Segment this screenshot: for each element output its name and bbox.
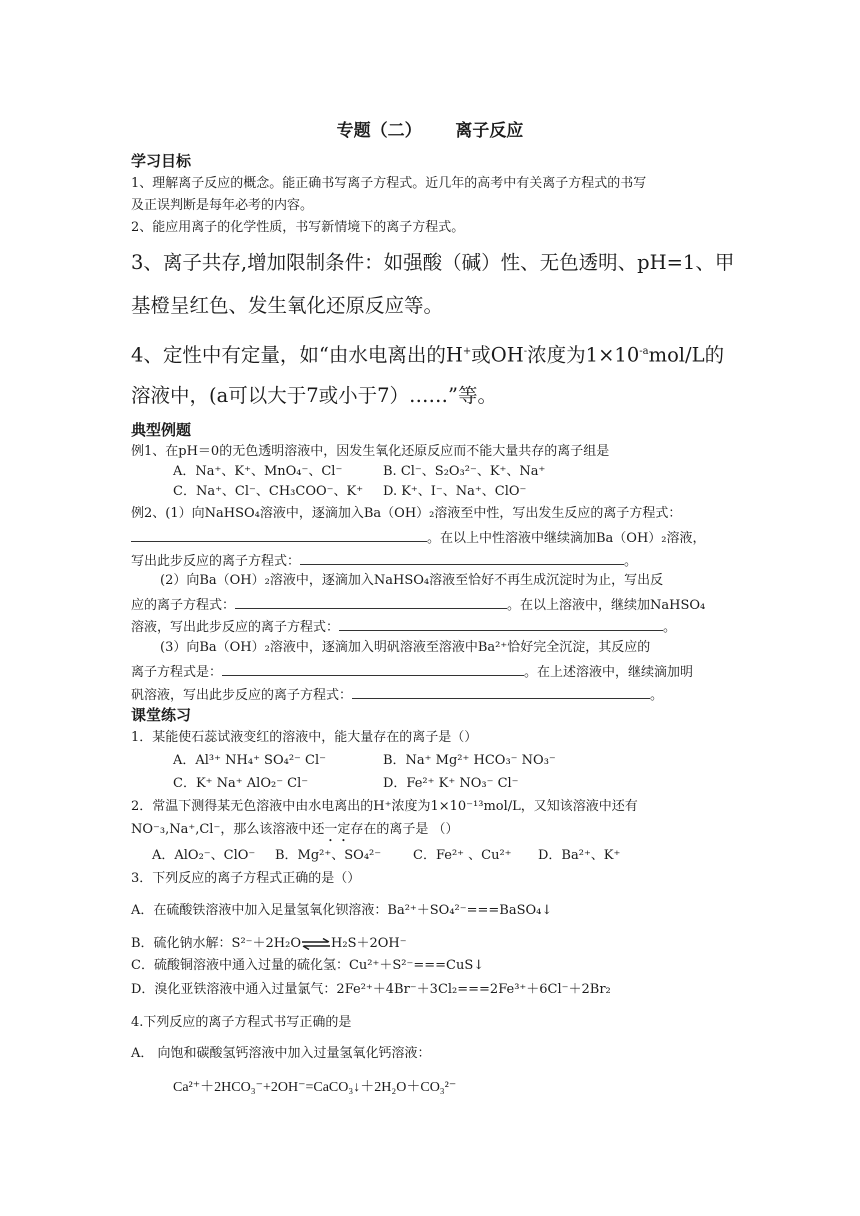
question-3-option-a: A．在硫酸铁溶液中加入足量氢氧化钡溶液：Ba²⁺＋SO₄²⁻===BaSO₄↓ bbox=[131, 903, 553, 918]
title-part2: 离子反应 bbox=[455, 121, 524, 141]
example-2-line-9: 矾溶液，写出此步反应的离子方程式： 。 bbox=[131, 685, 663, 704]
question-2-option-c: C．Fe²⁺ 、Cu²⁺ bbox=[413, 848, 512, 863]
example-2-line-3: 写出此步反应的离子方程式： 。 bbox=[131, 551, 637, 570]
question-3-option-d: D．溴化亚铁溶液中通入过量氯气：2Fe²⁺＋4Br⁻＋3Cl₂===2Fe³⁺＋6Cl⁻＋2Br₂ bbox=[131, 982, 611, 997]
question-1-option-c: C．K⁺ Na⁺ AlO₂⁻ Cl⁻ bbox=[173, 776, 309, 791]
page-title bbox=[0, 116, 860, 141]
question-1-stem: 1．某能使石蕊试液变红的溶液中，能大量存在的离子是（） bbox=[131, 730, 478, 745]
section-heading-practice: 课堂练习 bbox=[131, 706, 192, 724]
question-2-option-b: B．Mg²⁺、SO₄²⁻ bbox=[275, 848, 382, 863]
goal-3-line-1: 3、离子共存,增加限制条件：如强酸（碱）性、无色透明、pH=1、甲 bbox=[131, 251, 735, 274]
example-1-option-d: D. K⁺、I⁻、Na⁺、ClO⁻ bbox=[383, 484, 527, 499]
example-2-line-2: 。在以上中性溶液中继续滴加Ba（OH）₂溶液， bbox=[131, 528, 706, 547]
question-2-line-2: NO⁻₃,Na⁺,Cl⁻，那么该溶液中还一定存在的离子是 （） bbox=[131, 822, 459, 837]
answer-blank[interactable] bbox=[352, 685, 650, 699]
question-3-option-b: B．硫化钠水解：S²⁻＋2H₂O H₂S＋2OH⁻ bbox=[131, 936, 407, 951]
question-3-option-c: C．硫酸铜溶液中通入过量的硫化氢：Cu²⁺＋S²⁻===CuS↓ bbox=[131, 958, 485, 973]
answer-blank[interactable] bbox=[222, 662, 524, 676]
question-4-option-a: A． 向饱和碳酸氢钙溶液中加入过量氢氧化钙溶液： bbox=[131, 1046, 431, 1061]
example-1-option-a: A．Na⁺、K⁺、MnO₄⁻、Cl⁻ bbox=[173, 464, 343, 479]
goal-1-line-2: 及正误判断是每年必考的内容。 bbox=[131, 198, 314, 213]
question-3-stem: 3．下列反应的离子方程式正确的是（） bbox=[131, 871, 361, 886]
example-2-line-1: 例2、(1）向NaHSO₄溶液中，逐滴加入Ba（OH）₂溶液至中性，写出发生反应的离子方程式： bbox=[131, 506, 682, 521]
section-heading-examples: 典型例题 bbox=[131, 421, 192, 439]
example-2-line-4: (2）向Ba（OH）₂溶液中，逐滴加入NaHSO₄溶液至恰好不再生成沉淀时为止，写出反 bbox=[160, 573, 664, 588]
question-1-option-a: A．Al³⁺ NH₄⁺ SO₄²⁻ Cl⁻ bbox=[173, 753, 327, 768]
goal-3-line-2: 基橙呈红色、发生氧化还原反应等。 bbox=[131, 294, 444, 317]
example-1-stem: 例1、在pH＝0的无色透明溶液中，因发生氧化还原反应而不能大量共存的离子组是 bbox=[131, 444, 610, 459]
section-heading-goals: 学习目标 bbox=[131, 152, 192, 170]
example-2-line-8: 离子方程式是： 。在上述溶液中，继续滴加明 bbox=[131, 662, 693, 681]
question-2-option-a: A．AlO₂⁻、ClO⁻ bbox=[152, 848, 256, 863]
answer-blank[interactable] bbox=[339, 617, 663, 631]
question-2-line-1: 2．常温下测得某无色溶液中由水电离出的H⁺浓度为1×10⁻¹³mol/L，又知该溶液中还有 bbox=[131, 799, 638, 814]
example-1-option-b: B. Cl⁻、S₂O₃²⁻、K⁺、Na⁺ bbox=[383, 464, 546, 479]
question-2-option-d: D．Ba²⁺、K⁺ bbox=[538, 848, 621, 863]
example-1-option-c: C．Na⁺、Cl⁻、CH₃COO⁻、K⁺ bbox=[173, 484, 364, 499]
answer-blank[interactable] bbox=[131, 528, 427, 542]
emphasis-text: 一定 bbox=[324, 822, 351, 837]
goal-4-line-1: 4、定性中有定量，如“由水电离出的H+或OH-浓度为$1\times 10^{-a}mol/L$的 bbox=[131, 343, 725, 367]
question-1-option-b: B．Na⁺ Mg²⁺ HCO₃⁻ NO₃⁻ bbox=[383, 753, 556, 768]
answer-blank[interactable] bbox=[235, 595, 507, 609]
title-part1: 专题（二） bbox=[336, 121, 422, 141]
question-1-option-d: D．Fe²⁺ K⁺ NO₃⁻ Cl⁻ bbox=[383, 776, 519, 791]
reversible-arrow-icon bbox=[301, 938, 331, 950]
goal-1-line-1: 1、理解离子反应的概念。能正确书写离子方程式。近几年的高考中有关离子方程式的书写 bbox=[131, 176, 647, 191]
example-2-line-7: (3）向Ba（OH）₂溶液中，逐滴加入明矾溶液至溶液中Ba²⁺恰好完全沉淀，其反应的 bbox=[160, 640, 651, 655]
goal-4-line-2: 溶液中，(a可以大于7或小于7）……”等。 bbox=[131, 384, 498, 407]
answer-blank[interactable] bbox=[300, 551, 624, 565]
question-4-equation: Ca²⁺＋2HCO₃⁻+2OH⁻=CaCO₃↓＋2H₂O＋CO₃²⁻ bbox=[173, 1080, 457, 1095]
example-2-line-5: 应的离子方程式： 。在以上溶液中，继续加NaHSO₄ bbox=[131, 595, 705, 614]
question-4-stem: 4.下列反应的离子方程式书写正确的是 bbox=[131, 1015, 352, 1030]
example-2-line-6: 溶液，写出此步反应的离子方程式： 。 bbox=[131, 617, 676, 636]
goal-2: 2、能应用离子的化学性质，书写新情境下的离子方程式。 bbox=[131, 220, 465, 235]
